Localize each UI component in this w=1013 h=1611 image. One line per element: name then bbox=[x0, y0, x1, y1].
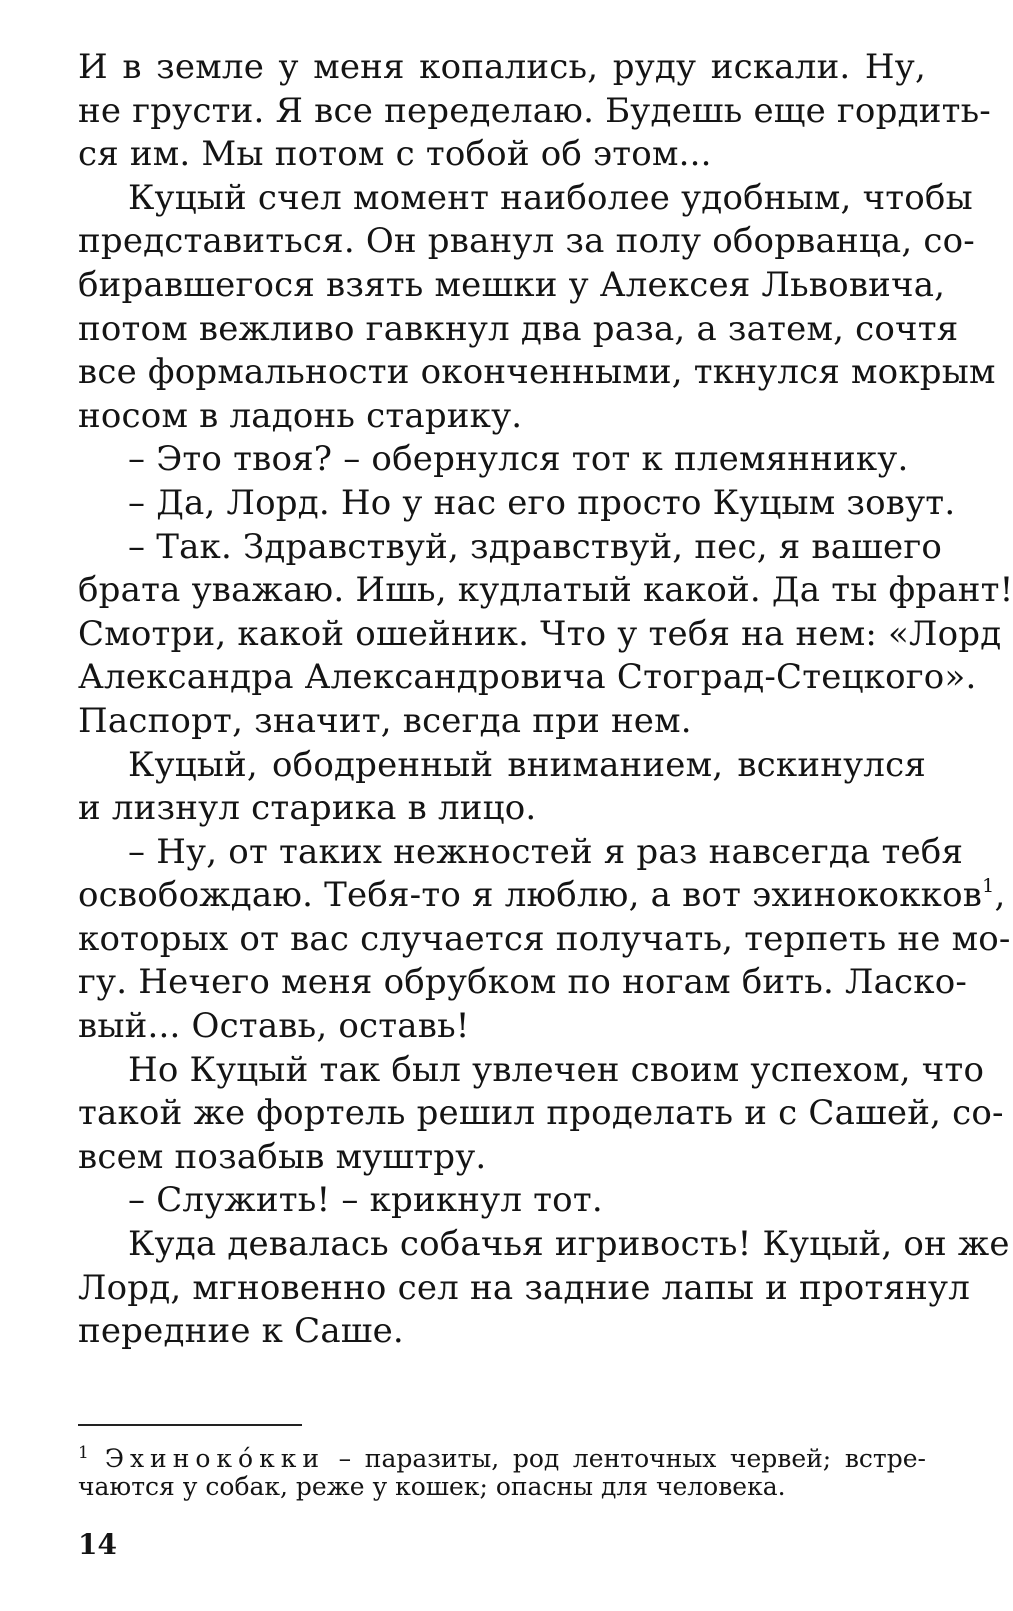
text-line-content: Но Куцый так был увлечен своим успехом, что bbox=[128, 1049, 985, 1090]
text-line-content: – Так. Здравствуй, здравствуй, пес, я вашего bbox=[128, 526, 943, 567]
text-line-content: гу. Нечего меня обрубком по ногам бить. Ласко- bbox=[78, 962, 968, 1003]
text-line bbox=[78, 264, 946, 308]
text-line-tail: , bbox=[994, 875, 1006, 916]
text-line bbox=[78, 874, 1006, 918]
text-line-content: ся им. Мы потом с тобой об этом... bbox=[78, 134, 712, 175]
text-line bbox=[78, 613, 1002, 657]
footnote-divider bbox=[78, 1424, 302, 1426]
text-line bbox=[78, 1267, 971, 1311]
footnote-definition: – паразиты, род ленточных червей; встре- bbox=[338, 1444, 926, 1473]
text-line bbox=[78, 1092, 1004, 1136]
text-line-content: Лорд, мгновенно сел на задние лапы и протянул bbox=[78, 1267, 971, 1308]
text-line-content: которых от вас случается получать, терпеть не мо- bbox=[78, 918, 1011, 959]
text-line-content: и лизнул старика в лицо. bbox=[78, 788, 537, 829]
text-line-content: носом в ладонь старику. bbox=[78, 395, 523, 436]
text-line-content: Куда девалась собачья игривость! Куцый, он же bbox=[128, 1224, 1010, 1265]
text-line-content: освобождаю. Тебя-то я люблю, а вот эхинококков bbox=[78, 875, 983, 916]
footnote-number: 1 bbox=[78, 1443, 89, 1463]
text-line-content: И в земле у меня копались, руду искали. Ну, bbox=[78, 47, 926, 87]
page-body bbox=[78, 46, 1013, 1354]
text-line bbox=[78, 1179, 926, 1223]
footnote bbox=[78, 1436, 926, 1504]
text-line bbox=[78, 1136, 926, 1180]
text-line bbox=[78, 133, 926, 177]
text-line bbox=[78, 438, 926, 482]
text-line bbox=[78, 46, 926, 90]
text-line bbox=[78, 351, 996, 395]
page-number: 14 bbox=[78, 1528, 117, 1561]
text-line bbox=[78, 831, 964, 875]
text-line-content: – Да, Лорд. Но у нас его просто Куцым зовут. bbox=[128, 482, 956, 523]
text-line-content: Куцый счел момент наиболее удобным, чтобы bbox=[128, 177, 973, 218]
text-line bbox=[78, 395, 926, 439]
text-line-content: потом вежливо гавкнул два раза, а затем, сочтя bbox=[78, 308, 959, 349]
text-line-content: Паспорт, значит, всегда при нем. bbox=[78, 700, 692, 741]
footnote-line-1 bbox=[78, 1436, 926, 1473]
text-line bbox=[78, 220, 975, 264]
text-line bbox=[78, 90, 991, 134]
text-line-content: не грусти. Я все переделаю. Будешь еще гордить- bbox=[78, 90, 991, 131]
text-line bbox=[78, 482, 956, 526]
text-line-content: – Ну, от таких нежностей я раз навсегда тебя bbox=[128, 831, 964, 872]
text-line-content: все формальности оконченными, ткнулся мокрым bbox=[78, 352, 996, 393]
text-line bbox=[78, 961, 968, 1005]
text-line bbox=[78, 744, 926, 788]
text-line bbox=[78, 308, 959, 352]
text-line bbox=[78, 177, 973, 221]
text-line bbox=[78, 1310, 926, 1354]
text-line-content: брата уважаю. Ишь, кудлатый какой. Да ты франт! bbox=[78, 570, 1013, 611]
text-line-content: Куцый, ободренный вниманием, вскинулся bbox=[128, 744, 926, 785]
text-line bbox=[78, 526, 943, 570]
text-line-content: биравшегося взять мешки у Алексея Львовича, bbox=[78, 264, 946, 305]
text-line bbox=[78, 787, 926, 831]
text-line-content: представиться. Он рванул за полу оборванца, со- bbox=[78, 221, 975, 262]
footnote-term: Эхинокóкки bbox=[104, 1444, 326, 1473]
footnote-reference: 1 bbox=[982, 875, 995, 898]
text-line-content: Смотри, какой ошейник. Что у тебя на нем: «Лорд bbox=[78, 613, 1002, 654]
text-line bbox=[78, 918, 1011, 962]
text-line bbox=[78, 656, 977, 700]
footnote-line-2: чаются у собак, реже у кошек; опасны для человека. bbox=[78, 1472, 786, 1501]
text-line bbox=[78, 700, 926, 744]
text-line-content: всем позабыв муштру. bbox=[78, 1136, 487, 1177]
text-line-content: – Это твоя? – обернулся тот к племяннику. bbox=[128, 439, 909, 480]
text-line bbox=[78, 1005, 926, 1049]
text-line bbox=[78, 569, 1013, 613]
text-line bbox=[78, 1223, 1010, 1267]
text-line-content: передние к Саше. bbox=[78, 1311, 404, 1352]
text-line-content: Александра Александровича Стоград-Стецкого». bbox=[78, 657, 977, 698]
text-line-content: – Служить! – крикнул тот. bbox=[128, 1180, 603, 1221]
text-line-content: вый... Оставь, оставь! bbox=[78, 1006, 470, 1047]
text-line-content: такой же фортель решил проделать и с Сашей, со- bbox=[78, 1093, 1004, 1134]
text-line bbox=[78, 1049, 985, 1093]
